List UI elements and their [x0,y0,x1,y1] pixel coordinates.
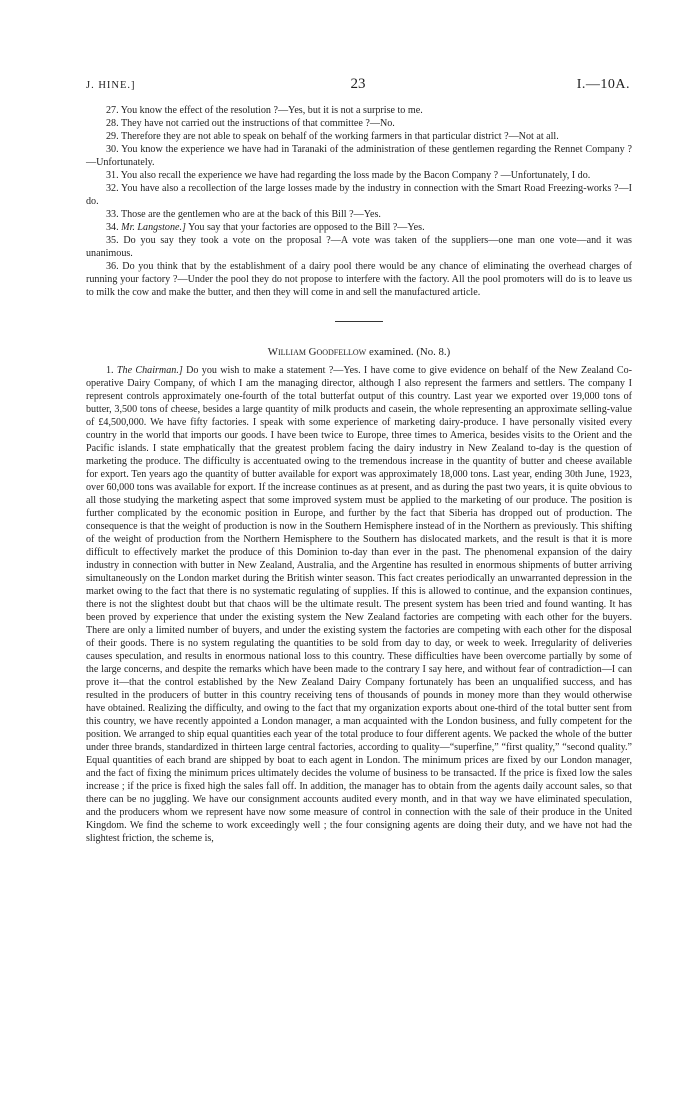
qa-number: 29. [106,131,119,142]
qa-text: Do you say they took a vote on the proposal ?—A vote was taken of the suppliers—one man one vote—and it was unanimous. [86,235,632,259]
qa-item [86,117,632,130]
witness-number: (No. 8.) [416,346,451,358]
qa-item [86,182,632,208]
page-header [86,76,630,98]
qa-item [86,169,632,182]
qa-item [86,104,632,117]
witness-examined: examined. [368,346,414,358]
qa-number: 35. [106,235,119,246]
qa-number: 36. [106,261,119,272]
qa-number: 31. [106,170,119,181]
qa-text: You say that your factories are opposed to the Bill ?—Yes. [188,222,425,233]
qa-item [86,221,632,234]
qa-number: 34. [106,222,119,233]
section-divider [335,321,383,322]
qa-text: Therefore they are not able to speak on behalf of the working farmers in that particular district ?—Not at all. [120,131,559,142]
qa-block-1 [86,104,632,299]
page-body [86,104,632,845]
qa-item [86,143,632,169]
qa-item [86,234,632,260]
qa-speaker: Mr. Langstone.] [121,222,186,233]
qa-text: Do you think that by the establishment of a dairy pool there would be any chance of eliminating the overhead charges of running your factory ?—Under the pool they do not propose to interfere with the factory. All the pool promoters will do is to leave us to milk the cow and make the butter, and then they will come in and sell the manufactured article. [86,261,632,298]
witness-name: William Goodfellow [267,346,367,358]
qa-text: You have also a recollection of the large losses made by the industry in connection with the Smart Road Freezing-works ?—I do. [86,183,632,207]
qa-number: 32. [106,183,119,194]
page-number: 23 [350,76,366,92]
qa-text: They have not carried out the instructions of that committee ?—No. [120,118,395,129]
qa-item [86,130,632,143]
qa-text: You know the effect of the resolution ?—Yes, but it is not a surprise to me. [120,105,423,116]
qa-speaker: The Chairman.] [116,365,183,376]
header-witness-name: J. HINE.] [86,80,136,91]
qa-number: 27. [106,105,119,116]
qa-text: You know the experience we have had in Taranaki of the administration of these gentlemen regarding the Rennet Company ?—Unfortunately. [86,144,632,168]
qa-number: 1. [106,365,114,376]
testimony-text: Do you wish to make a statement ?—Yes. I have come to give evidence on behalf of the New Zealand Co-operative Dairy Company, of which I am the managing director, although I also represent the farmers and settlers. The company I represent controls approximately one-fourth of the total butterfat output of this country. Last year we exported over 19,000 tons of butter, 3,500 tons of cheese, besides a large quantity of milk products and casein, the whole representing an approximate selling-value of £4,500,000. We have fifty factories. I speak with some experience of marketing dairy-produce. I have personally visited every country in the world that imports our goods. I have been twice to Europe, three times to America, besides visits to the Orient and the Pacific islands. I state emphatically that the greatest problem facing the dairy industry in New Zealand to-day is the question of marketing the produce. The difficulty is accentuated owing to the tremendous increase in the quantity of butter and cheese available for export. Ten years ago the quantity of butter available for export was approximately 18,000 tons. Last year, ending 30th June, 1923, over 60,000 tons was available for export. If the increase continues as at present, and as during the past two years, it is quite obvious to all those studying the marketing aspect that some improved system must be applied to the marketing of our produce. The position is further complicated by the economic position in Europe, and further by the fact that Siberia has dropped out of production. The consequence is that the weight of production is now in the Southern Hemisphere instead of in the Northern as previously. This shifting of the weight of production from the Northern Hemisphere to the Southern has dislocated markets, and the result is that it is more difficult to effectively market the produce of this Dominion to-day than ever in the past. The phenomenal expansion of the dairy industry in connection with butter in New Zealand, Australia, and the Argentine has resulted in enormous shipments of butter arriving simultaneously on the London market during the British winter season. This fact creates periodically an unwarranted depression in the market owing to the fact that there is no systematic regulating of supplies. If this is allowed to continue, and the expansion continues, there is not the slightest doubt but that chaos will be the ultimate result. The present system has been tried and found wanting. It has been proved by experience that under the existing system the New Zealand factories are competing with each other for the buyers. There are only a limited number of buyers, and under the existing system the factories are competing with each other for the disposal of their goods. There is no system regulating the quantities to be sold from day to day, or week to week. Irregularity of deliveries causes speculation, and results in enormous national loss to this country. These difficulties have been overcome partially by some of the large concerns, and despite the remarks which have been made to the contrary I say here, and without fear of contradiction—I can prove it—that the control established by the New Zealand Dairy Company fortunately has been an unqualified success, and has resulted in the producers of butter in this country receiving tens of thousands of pounds in money more than they would otherwise have obtained. Realizing the difficulty, and owing to the fact that my organization exports about one-third of the total butter sent from this country, we have recently appointed a London manager, a man acquainted with the London business, and fully competent for the position. We arranged to ship equal quantities each year of the total produce to four different agents. We packed the whole of the butter under three brands, standardized in thirteen large central factories, according to quality—“superfine,” “first quality,” “second quality.” Equal quantities of each brand are shipped by boat to each agent in London. The minimum prices are fixed by our London manager, and the fact of fixing the minimum prices ultimately decides the volume of business to be transacted. If the price is fixed low the sales increase ; if the price is fixed high the sales fall off. In addition, the manager has to obtain from the agents daily account sales, so that there can be no juggling. We have our consignment accounts audited every month, and in that way we have eliminated speculation, and the producers whom we represent have now some measure of control in connection with the sale of their produce in the United Kingdom. We find the scheme to work exceedingly well ; the four consigning agents are doing their duty, and we have not had the slightest friction, the scheme is, [86,365,632,844]
qa-text: You also recall the experience we have had regarding the loss made by the Bacon Company ? —Unfortunately, I do. [120,170,591,181]
qa-text: Those are the gentlemen who are at the back of this Bill ?—Yes. [120,209,381,220]
witness-heading [86,346,632,358]
qa-number: 28. [106,118,119,129]
qa-number: 33. [106,209,119,220]
qa-item [86,260,632,299]
qa-item [86,208,632,221]
testimony-paragraph [86,364,632,845]
qa-number: 30. [106,144,119,155]
paper-reference: I.—10A. [576,77,630,92]
